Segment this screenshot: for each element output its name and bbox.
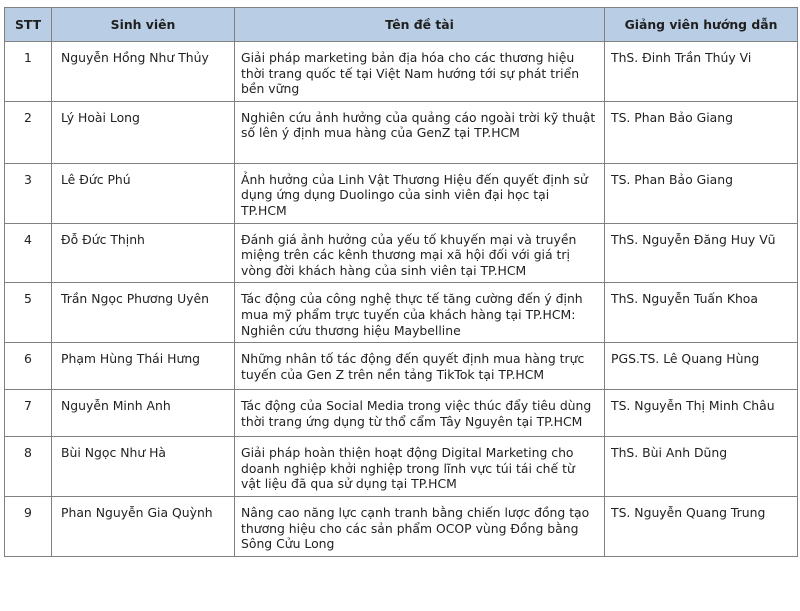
cell-stt: 7 bbox=[5, 390, 52, 437]
cell-student: Trần Ngọc Phương Uyên bbox=[52, 283, 235, 343]
cell-student: Phan Nguyễn Gia Quỳnh bbox=[52, 496, 235, 556]
cell-advisor: ThS. Nguyễn Đăng Huy Vũ bbox=[605, 223, 798, 283]
cell-stt: 4 bbox=[5, 223, 52, 283]
cell-student: Bùi Ngọc Như Hà bbox=[52, 437, 235, 497]
table-row bbox=[5, 163, 798, 223]
cell-title: Nghiên cứu ảnh hưởng của quảng cáo ngoài trời kỹ thuật số lên ý định mua hàng của GenZ tại TP.HCM bbox=[235, 101, 605, 163]
cell-title: Tác động của Social Media trong việc thúc đẩy tiêu dùng thời trang ứng dụng từ thổ cẩm Tây Nguyên tại TP.HCM bbox=[235, 390, 605, 437]
cell-title: Nâng cao năng lực cạnh tranh bằng chiến lược đồng tạo thương hiệu cho các sản phẩm OCOP vùng Đồng bằng Sông Cửu Long bbox=[235, 496, 605, 556]
thesis-table-container bbox=[4, 7, 797, 557]
cell-student: Nguyễn Hồng Như Thủy bbox=[52, 42, 235, 102]
table-row bbox=[5, 101, 798, 163]
cell-student: Lê Đức Phú bbox=[52, 163, 235, 223]
header-title: Tên đề tài bbox=[235, 8, 605, 42]
cell-student: Đỗ Đức Thịnh bbox=[52, 223, 235, 283]
cell-student: Phạm Hùng Thái Hưng bbox=[52, 343, 235, 390]
cell-stt: 2 bbox=[5, 101, 52, 163]
table-row bbox=[5, 223, 798, 283]
cell-advisor: TS. Phan Bảo Giang bbox=[605, 163, 798, 223]
table-row bbox=[5, 496, 798, 556]
header-student: Sinh viên bbox=[52, 8, 235, 42]
cell-title: Những nhân tố tác động đến quyết định mua hàng trực tuyến của Gen Z trên nền tảng TikTok tại TP.HCM bbox=[235, 343, 605, 390]
table-row bbox=[5, 283, 798, 343]
cell-advisor: TS. Phan Bảo Giang bbox=[605, 101, 798, 163]
cell-advisor: ThS. Bùi Anh Dũng bbox=[605, 437, 798, 497]
cell-title: Giải pháp hoàn thiện hoạt động Digital Marketing cho doanh nghiệp khởi nghiệp trong lĩnh vực túi tái chế từ vật liệu đã qua sử dụng tại TP.HCM bbox=[235, 437, 605, 497]
cell-title: Đánh giá ảnh hưởng của yếu tố khuyến mại và truyền miệng trên các kênh thương mại xã hội đối với giá trị vòng đời khách hàng của sinh viên tại TP.HCM bbox=[235, 223, 605, 283]
table-row bbox=[5, 343, 798, 390]
header-advisor: Giảng viên hướng dẫn bbox=[605, 8, 798, 42]
cell-stt: 5 bbox=[5, 283, 52, 343]
cell-student: Lý Hoài Long bbox=[52, 101, 235, 163]
cell-student: Nguyễn Minh Anh bbox=[52, 390, 235, 437]
cell-stt: 1 bbox=[5, 42, 52, 102]
table-row bbox=[5, 437, 798, 497]
cell-stt: 3 bbox=[5, 163, 52, 223]
cell-advisor: PGS.TS. Lê Quang Hùng bbox=[605, 343, 798, 390]
header-stt: STT bbox=[5, 8, 52, 42]
cell-advisor: TS. Nguyễn Thị Minh Châu bbox=[605, 390, 798, 437]
cell-title: Tác động của công nghệ thực tế tăng cường đến ý định mua mỹ phẩm trực tuyến của khách hàng tại TP.HCM: Nghiên cứu thương hiệu Maybelline bbox=[235, 283, 605, 343]
cell-stt: 9 bbox=[5, 496, 52, 556]
table-row bbox=[5, 42, 798, 102]
cell-stt: 8 bbox=[5, 437, 52, 497]
cell-advisor: ThS. Nguyễn Tuấn Khoa bbox=[605, 283, 798, 343]
cell-stt: 6 bbox=[5, 343, 52, 390]
table-row bbox=[5, 390, 798, 437]
cell-advisor: ThS. Đinh Trần Thúy Vi bbox=[605, 42, 798, 102]
cell-title: Ảnh hưởng của Linh Vật Thương Hiệu đến quyết định sử dụng ứng dụng Duolingo của sinh viên đại học tại TP.HCM bbox=[235, 163, 605, 223]
cell-title: Giải pháp marketing bản địa hóa cho các thương hiệu thời trang quốc tế tại Việt Nam hướng tới sự phát triển bền vững bbox=[235, 42, 605, 102]
cell-advisor: TS. Nguyễn Quang Trung bbox=[605, 496, 798, 556]
table-header-row bbox=[5, 8, 798, 42]
thesis-table bbox=[4, 7, 798, 557]
